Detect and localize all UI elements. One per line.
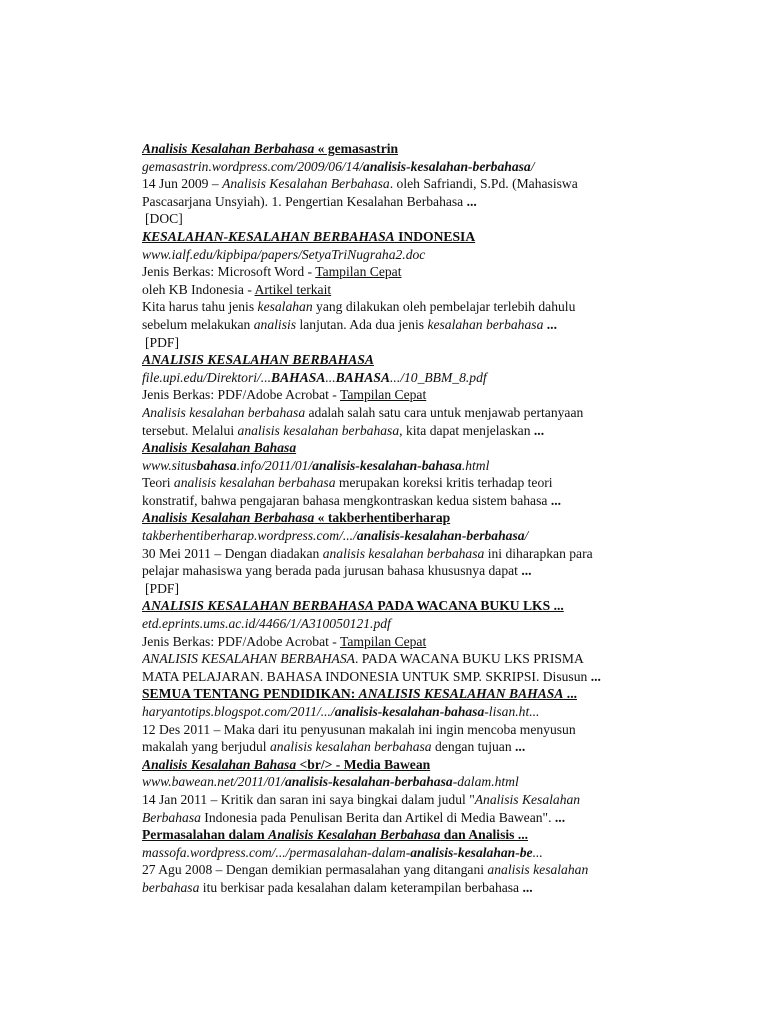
result-title xyxy=(142,756,674,774)
result-snippet xyxy=(142,738,674,756)
text-run: Jenis Berkas: Microsoft Word - xyxy=(142,264,316,280)
result-url xyxy=(142,369,674,387)
search-result xyxy=(142,509,674,579)
text-run: 27 Agu 2008 – Dengan demikian permasalahan yang ditangani xyxy=(142,862,488,878)
result-title xyxy=(142,509,674,527)
text-run: PADA WACANA BUKU LKS ... xyxy=(373,598,564,614)
search-results-page xyxy=(142,140,674,897)
text-run: <br/> - Media Bawean xyxy=(296,756,431,772)
result-title xyxy=(142,228,674,246)
text-run: www.bawean.net/2011/01/ xyxy=(142,774,285,790)
text-run: .html xyxy=(461,457,490,473)
text-run: itu berkisar pada kesalahan dalam keterampilan berbahasa xyxy=(199,879,523,895)
result-meta xyxy=(142,263,674,281)
text-run: analisis-kesalahan-berbahasa xyxy=(363,158,531,174)
search-result xyxy=(142,580,674,686)
text-run: 14 Jan 2011 – Kritik dan saran ini saya bingkai dalam judul " xyxy=(142,791,475,807)
result-title-link[interactable] xyxy=(142,686,577,701)
text-run: ANALISIS KESALAHAN BERBAHASA xyxy=(142,598,374,614)
text-run: KESALAHAN-KESALAHAN BERBAHASA xyxy=(142,228,395,244)
result-title-link[interactable] xyxy=(142,229,475,244)
text-run: file.upi.edu/Direktori/... xyxy=(142,369,271,385)
result-snippet xyxy=(142,545,674,563)
text-run: analisis xyxy=(253,316,297,332)
result-snippet xyxy=(142,562,674,580)
text-run: konstratif, bahwa pengajaran bahasa mengkontraskan kedua sistem bahasa xyxy=(142,492,551,508)
result-title xyxy=(142,685,674,703)
result-snippet xyxy=(142,474,674,492)
text-run: « takberhentiberharap xyxy=(314,510,451,526)
text-run: -lisan.ht... xyxy=(484,704,540,719)
text-run: . PADA WACANA BUKU LKS PRISMA xyxy=(354,651,584,667)
text-run: analisis kesalahan xyxy=(487,862,589,878)
result-url xyxy=(142,844,674,862)
result-url xyxy=(142,615,674,633)
text-run: ... xyxy=(563,686,577,702)
result-title-link[interactable] xyxy=(142,598,564,613)
inline-link[interactable]: Tampilan Cepat xyxy=(339,633,427,649)
inline-link[interactable]: Tampilan Cepat xyxy=(315,264,402,280)
result-meta xyxy=(142,633,674,651)
text-run: Analisis Kesalahan Berbahasa xyxy=(268,827,441,843)
text-run: dengan tujuan xyxy=(431,739,516,755)
text-run: SEMUA TENTANG PENDIDIKAN: xyxy=(142,686,359,702)
text-run: . oleh Safriandi, S.Pd. (Mahasiswa xyxy=(389,176,578,192)
result-snippet xyxy=(142,193,674,211)
text-run: ... xyxy=(590,668,601,684)
text-run: Kita harus tahu jenis xyxy=(142,299,258,315)
inline-link[interactable]: Tampilan Cepat xyxy=(339,387,427,403)
text-run: ANALISIS KESALAHAN BERBAHASA xyxy=(142,651,355,667)
text-run: takberhentiberharap.wordpress.com/.../ xyxy=(142,528,357,544)
result-snippet xyxy=(142,809,674,827)
result-snippet xyxy=(142,298,674,316)
result-snippet xyxy=(142,650,674,668)
result-title xyxy=(142,597,674,615)
text-run: analisis-kesalahan-be xyxy=(410,844,533,860)
text-run: BAHASA xyxy=(335,369,391,385)
text-run: tersebut. Melalui xyxy=(142,422,238,438)
text-run: analisis kesalahan berbahasa xyxy=(173,475,336,491)
text-run: Berbahasa xyxy=(142,809,201,825)
text-run: haryantotips.blogspot.com/2011/.../ xyxy=(142,704,335,719)
text-run: kesalahan xyxy=(257,299,313,315)
result-title xyxy=(142,351,674,369)
text-run: berbahasa xyxy=(142,879,200,895)
text-run: analisis-kesalahan-berbahasa xyxy=(356,528,525,544)
text-run: dan Analisis ... xyxy=(440,827,529,843)
result-url xyxy=(142,773,674,791)
result-snippet xyxy=(142,492,674,510)
file-type-tag: [DOC] xyxy=(145,211,183,227)
text-run: analisis-kesalahan-berbahasa xyxy=(285,774,453,790)
text-run: INDONESIA xyxy=(394,228,476,244)
text-run: Indonesia pada Penulisan Berita dan Artikel di Media Bawean". xyxy=(200,809,555,825)
text-run: sebelum melakukan xyxy=(142,316,254,332)
text-run: Permasalahan dalam xyxy=(142,827,269,843)
text-run: Analisis Kesalahan Berbahasa xyxy=(222,176,390,192)
text-run: pelajar mahasiswa yang berada pada jurusan bahasa khususnya dapat xyxy=(142,563,522,579)
text-run: -dalam.html xyxy=(452,774,519,790)
text-run: massofa.wordpress.com/.../permasalahan-dalam- xyxy=(142,844,411,860)
text-run: Jenis Berkas: PDF/Adobe Acrobat - xyxy=(142,633,340,649)
search-result xyxy=(142,826,674,896)
text-run: , kita dapat menjelaskan xyxy=(399,422,534,438)
text-run: .info/2011/01/ xyxy=(236,457,313,473)
text-run: ... xyxy=(522,879,533,895)
text-run: etd.eprints.ums.ac.id/4466/1/A310050121.pdf xyxy=(142,616,391,632)
text-run: oleh KB Indonesia - xyxy=(142,281,255,297)
text-run: Analisis Kesalahan Bahasa xyxy=(142,440,297,456)
result-snippet xyxy=(142,879,674,897)
result-snippet xyxy=(142,721,674,739)
search-result xyxy=(142,140,674,210)
result-url xyxy=(142,527,674,545)
text-run: merupakan koreksi kritis terhadap teori xyxy=(335,475,553,491)
result-title-link[interactable] xyxy=(142,827,528,842)
text-run: 12 Des 2011 – Maka dari itu penyusunan makalah ini ingin mencoba menyusun xyxy=(142,721,576,737)
text-run: Analisis Kesalahan Bahasa xyxy=(142,756,297,772)
result-title xyxy=(142,439,674,457)
result-snippet xyxy=(142,316,674,334)
text-run: gemasastrin.wordpress.com/2009/06/14/ xyxy=(142,158,364,174)
result-title xyxy=(142,140,674,158)
text-run: www.situs xyxy=(142,457,197,473)
text-run: Analisis Kesalahan Berbahasa xyxy=(142,141,315,156)
result-title-link[interactable] xyxy=(142,352,374,367)
text-run: Analisis kesalahan berbahasa xyxy=(142,404,306,420)
result-title-link[interactable] xyxy=(142,510,450,525)
search-result xyxy=(142,334,674,440)
text-run: ini diharapkan para xyxy=(484,545,593,561)
text-run: 30 Mei 2011 – Dengan diadakan xyxy=(142,545,323,561)
file-type-tag: [PDF] xyxy=(145,334,179,350)
text-run: ... xyxy=(550,492,562,508)
text-run: Analisis Kesalahan xyxy=(474,791,581,807)
text-run: analisis kesalahan berbahasa xyxy=(269,739,432,755)
text-run: Jenis Berkas: PDF/Adobe Acrobat - xyxy=(142,387,340,403)
text-run: kesalahan berbahasa xyxy=(427,316,544,332)
text-run: Pascasarjana Unsyiah). 1. Pengertian Kesalahan Berbahasa xyxy=(142,193,467,209)
text-run: ... xyxy=(515,739,526,755)
search-result xyxy=(142,685,674,755)
text-run: analisis-kesalahan-bahasa xyxy=(312,457,462,473)
result-meta xyxy=(142,281,674,299)
result-snippet xyxy=(142,404,674,422)
text-run: www.ialf.edu/kipbipa/papers/SetyaTriNugraha2.doc xyxy=(142,246,426,262)
result-meta xyxy=(142,386,674,404)
result-snippet xyxy=(142,668,674,686)
text-run: ... xyxy=(521,563,532,579)
text-run: ... xyxy=(325,369,336,385)
text-run: ... xyxy=(546,316,557,332)
text-run: adalah salah satu cara untuk menjawab pertanyaan xyxy=(305,404,584,420)
text-run: MATA PELAJARAN. BAHASA INDONESIA UNTUK SMP. SKRIPSI. Disusun xyxy=(142,668,591,684)
result-url xyxy=(142,703,674,721)
search-result xyxy=(142,439,674,509)
search-result xyxy=(142,756,674,826)
result-snippet xyxy=(142,175,674,193)
text-run: BAHASA xyxy=(271,369,326,385)
text-run: ... xyxy=(466,193,477,209)
text-run: yang dilakukan oleh pembelajar terlebih dahulu xyxy=(312,299,576,315)
text-run: « gemasastrin xyxy=(314,141,399,156)
result-title-link[interactable] xyxy=(142,757,430,772)
text-run: analisis kesalahan berbahasa xyxy=(322,545,485,561)
text-run: ... xyxy=(554,809,566,825)
result-snippet xyxy=(142,861,674,879)
text-run: ANALISIS KESALAHAN BERBAHASA xyxy=(142,352,374,368)
text-run: 14 Jun 2009 – xyxy=(142,176,223,192)
result-title xyxy=(142,826,674,844)
result-snippet xyxy=(142,422,674,440)
text-run: Teori xyxy=(142,475,174,491)
text-run: analisis-kesalahan-bahasa xyxy=(334,704,485,719)
result-title-link[interactable] xyxy=(142,440,296,455)
text-run: .../10_BBM_8.pdf xyxy=(390,369,487,385)
text-run: / xyxy=(524,528,529,544)
text-run: ... xyxy=(533,422,545,438)
inline-link[interactable]: Artikel terkait xyxy=(254,281,332,297)
file-type-tag: [PDF] xyxy=(145,580,179,596)
result-url xyxy=(142,457,674,475)
text-run: ANALISIS KESALAHAN BAHASA xyxy=(358,686,564,702)
result-url xyxy=(142,246,674,264)
search-result xyxy=(142,210,674,333)
result-title-link[interactable] xyxy=(142,141,398,156)
text-run: analisis kesalahan berbahasa xyxy=(237,422,400,438)
text-run: lanjutan. Ada dua jenis xyxy=(296,316,428,332)
result-snippet xyxy=(142,791,674,809)
text-run: bahasa xyxy=(196,457,237,473)
text-run: ... xyxy=(532,844,543,860)
result-url xyxy=(142,158,674,176)
text-run: makalah yang berjudul xyxy=(142,739,270,755)
text-run: Analisis Kesalahan Berbahasa xyxy=(142,510,315,526)
text-run: / xyxy=(530,158,535,174)
